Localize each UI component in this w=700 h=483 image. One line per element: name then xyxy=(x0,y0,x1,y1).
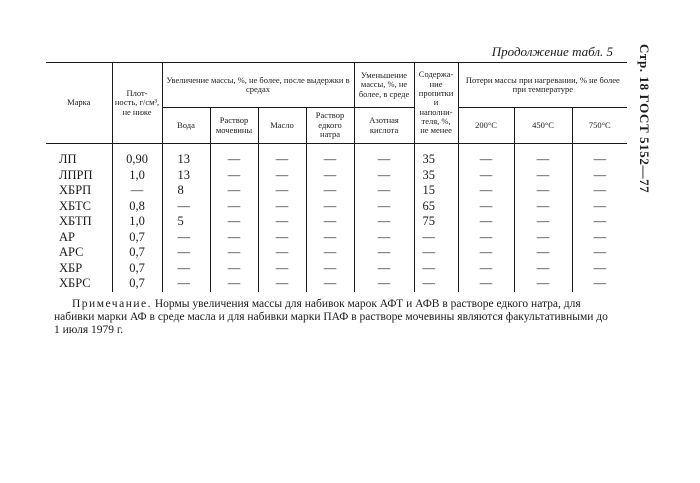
cell-750c: — xyxy=(572,168,627,184)
cell-oil: — xyxy=(258,261,306,277)
note-line-3: 1 июля 1979 г. xyxy=(54,324,124,336)
table-row xyxy=(46,199,627,215)
note-line-1: Нормы увеличения массы для набивок марок АФТ и АФВ в растворе едкого натра, для xyxy=(154,298,581,310)
cell-oil: — xyxy=(258,230,306,246)
header-water: Вода xyxy=(162,108,210,144)
cell-750c: — xyxy=(572,261,627,277)
cell-450c: — xyxy=(514,214,572,230)
cell-750c: — xyxy=(572,199,627,215)
cell-urea: — xyxy=(210,199,258,215)
cell-450c: — xyxy=(514,144,572,168)
cell-oil: — xyxy=(258,214,306,230)
side-page-label: Стр. 18 ГОСТ 5152—77 xyxy=(637,44,652,194)
table-row xyxy=(46,183,627,199)
cell-200c: — xyxy=(458,261,514,277)
table-note xyxy=(72,298,625,312)
cell-water: — xyxy=(162,199,210,215)
cell-oil: — xyxy=(258,199,306,215)
cell-water: — xyxy=(162,230,210,246)
cell-acid: — xyxy=(354,183,414,199)
cell-200c: — xyxy=(458,214,514,230)
cell-marka: ХБР xyxy=(59,260,83,275)
cell-density: 1,0 xyxy=(112,214,162,230)
cell-water: 8 xyxy=(162,183,210,199)
cell-density: 0,8 xyxy=(112,199,162,215)
cell-200c: — xyxy=(458,230,514,246)
table-row xyxy=(46,214,627,230)
cell-content: 65 xyxy=(414,199,458,215)
cell-acid: — xyxy=(354,144,414,168)
header-200c: 200°С xyxy=(458,108,514,144)
cell-water: 13 xyxy=(162,168,210,184)
cell-density: — xyxy=(112,183,162,199)
cell-density: 0,7 xyxy=(112,245,162,261)
cell-marka: ЛПРП xyxy=(59,167,93,182)
cell-content: — xyxy=(414,230,458,246)
cell-200c: — xyxy=(458,183,514,199)
table-row xyxy=(46,276,627,292)
cell-naoh: — xyxy=(306,245,354,261)
cell-content: 35 xyxy=(414,168,458,184)
cell-naoh: — xyxy=(306,230,354,246)
cell-750c: — xyxy=(572,183,627,199)
cell-water: — xyxy=(162,276,210,292)
header-naoh: Раствор едкого натра xyxy=(306,108,354,144)
header-content: Содержа- ние пропитки и наполни- теля, %, не менее xyxy=(414,63,458,144)
cell-content: — xyxy=(414,261,458,277)
header-oil: Масло xyxy=(258,108,306,144)
cell-750c: — xyxy=(572,276,627,292)
cell-750c: — xyxy=(572,230,627,246)
table-row xyxy=(46,245,627,261)
cell-naoh: — xyxy=(306,199,354,215)
cell-urea: — xyxy=(210,245,258,261)
header-750c: 750°С xyxy=(572,108,627,144)
cell-naoh: — xyxy=(306,261,354,277)
cell-naoh: — xyxy=(306,214,354,230)
table-row xyxy=(46,261,627,277)
cell-naoh: — xyxy=(306,144,354,168)
header-450c: 450°С xyxy=(514,108,572,144)
cell-750c: — xyxy=(572,214,627,230)
cell-oil: — xyxy=(258,245,306,261)
header-mass-increase: Увеличение массы, %, не более, после выдержки в средах xyxy=(162,63,354,108)
cell-density: 0,7 xyxy=(112,276,162,292)
cell-acid: — xyxy=(354,276,414,292)
cell-200c: — xyxy=(458,199,514,215)
cell-marka: ХБТП xyxy=(59,214,92,228)
cell-content: — xyxy=(414,245,458,261)
cell-urea: — xyxy=(210,214,258,230)
cell-density: 0,90 xyxy=(112,144,162,168)
note-line-2: набивки марки АФ в среде масла и для набивки марки ПАФ в растворе мочевины являются факультативными до xyxy=(54,311,608,323)
cell-450c: — xyxy=(514,168,572,184)
cell-oil: — xyxy=(258,168,306,184)
cell-content: 15 xyxy=(414,183,458,199)
properties-table xyxy=(46,62,627,292)
table-row xyxy=(46,144,627,168)
cell-acid: — xyxy=(354,168,414,184)
cell-oil: — xyxy=(258,276,306,292)
cell-urea: — xyxy=(210,276,258,292)
cell-marka: ХБРС xyxy=(59,276,91,290)
cell-200c: — xyxy=(458,276,514,292)
cell-water: 5 xyxy=(162,214,210,230)
cell-oil: — xyxy=(258,144,306,168)
cell-urea: — xyxy=(210,144,258,168)
cell-water: 13 xyxy=(162,144,210,168)
cell-urea: — xyxy=(210,168,258,184)
cell-200c: — xyxy=(458,245,514,261)
cell-450c: — xyxy=(514,199,572,215)
cell-acid: — xyxy=(354,230,414,246)
cell-density: 0,7 xyxy=(112,230,162,246)
cell-urea: — xyxy=(210,183,258,199)
cell-density: 1,0 xyxy=(112,168,162,184)
table-continuation-caption: Продолжение табл. 5 xyxy=(491,44,613,59)
cell-450c: — xyxy=(514,230,572,246)
header-mass-decrease: Уменьшение массы, %, не более, в среде xyxy=(354,63,414,108)
header-density: Плот- ность, г/см³, не ниже xyxy=(112,63,162,144)
cell-naoh: — xyxy=(306,183,354,199)
cell-750c: — xyxy=(572,245,627,261)
cell-acid: — xyxy=(354,199,414,215)
cell-water: — xyxy=(162,245,210,261)
cell-450c: — xyxy=(514,183,572,199)
header-urea: Раствор мочевины xyxy=(210,108,258,144)
cell-content: 35 xyxy=(414,144,458,168)
cell-acid: — xyxy=(354,214,414,230)
cell-water: — xyxy=(162,261,210,277)
cell-content: — xyxy=(414,276,458,292)
cell-oil: — xyxy=(258,183,306,199)
cell-acid: — xyxy=(354,245,414,261)
cell-marka: ЛП xyxy=(59,152,77,166)
note-lead: Примечание. xyxy=(72,298,152,310)
header-marka: Марка xyxy=(46,63,112,144)
header-mass-loss: Потери массы при нагревании, % не более при температуре xyxy=(458,63,627,108)
cell-marka: ХБТС xyxy=(59,198,92,213)
cell-750c: — xyxy=(572,144,627,168)
cell-naoh: — xyxy=(306,276,354,292)
cell-urea: — xyxy=(210,230,258,246)
cell-marka: ХБРП xyxy=(59,183,92,197)
cell-density: 0,7 xyxy=(112,261,162,277)
cell-450c: — xyxy=(514,276,572,292)
cell-content: 75 xyxy=(414,214,458,230)
header-nitric-acid: Азотная кислота xyxy=(354,108,414,144)
cell-urea: — xyxy=(210,261,258,277)
cell-450c: — xyxy=(514,245,572,261)
cell-200c: — xyxy=(458,144,514,168)
cell-marka: АР xyxy=(59,229,75,244)
cell-200c: — xyxy=(458,168,514,184)
cell-marka: АРС xyxy=(59,245,84,259)
cell-450c: — xyxy=(514,261,572,277)
cell-acid: — xyxy=(354,261,414,277)
table-row xyxy=(46,168,627,184)
table-row xyxy=(46,230,627,246)
cell-naoh: — xyxy=(306,168,354,184)
